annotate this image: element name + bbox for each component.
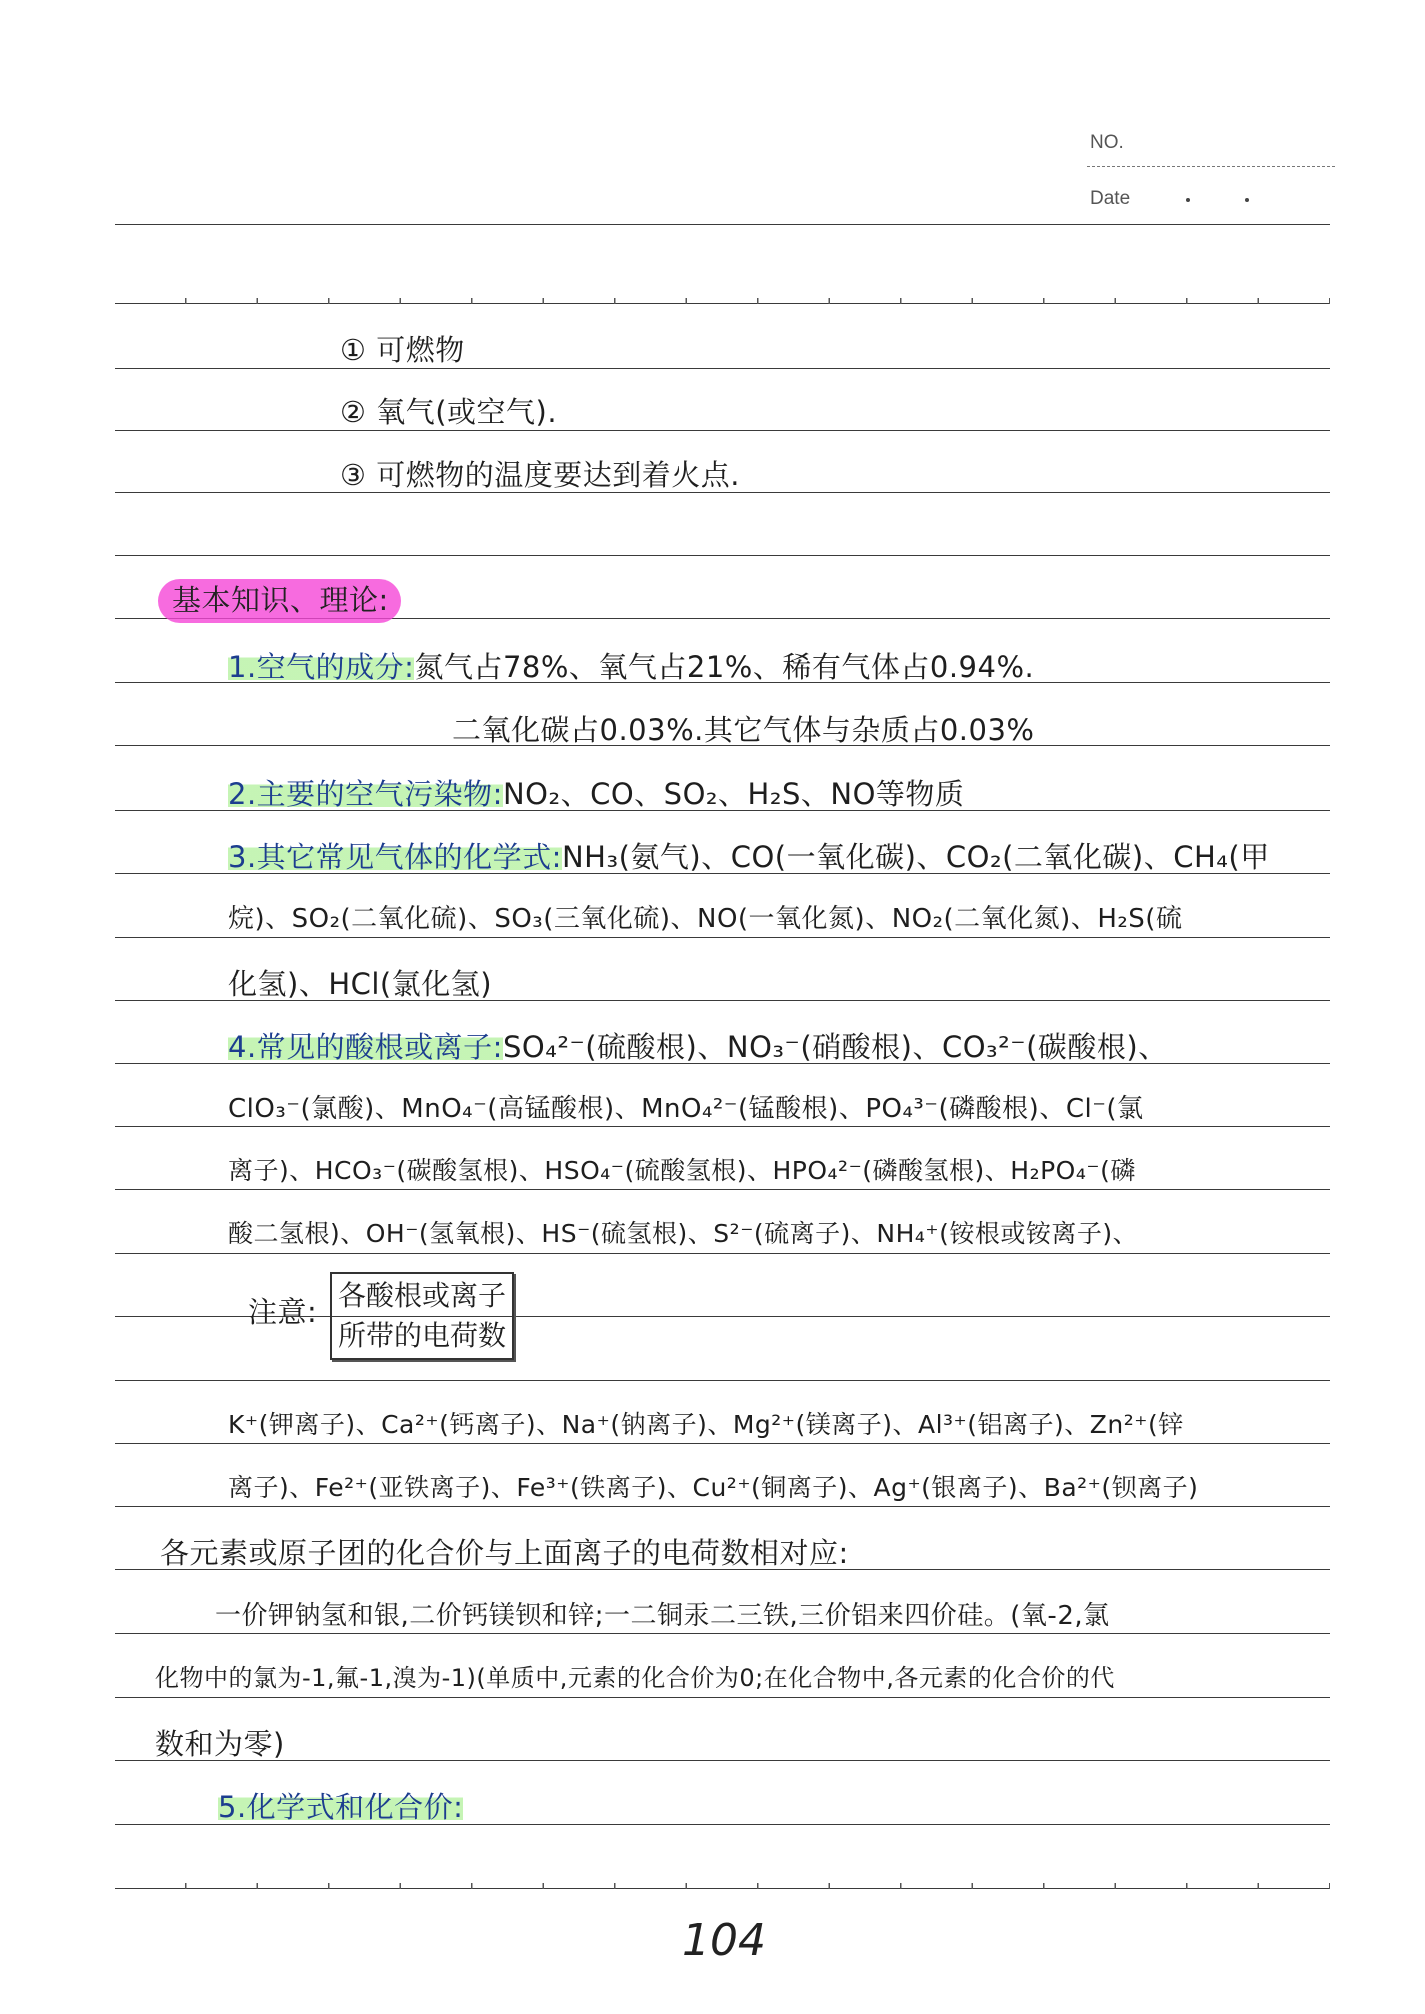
condition-3: ③ 可燃物的温度要达到着火点. (340, 458, 740, 492)
ions-line: K⁺(钾离子)、Ca²⁺(钙离子)、Na⁺(钠离子)、Mg²⁺(镁离子)、Al³⁺(铝离子)、Zn²⁺(锌 (228, 1410, 1184, 1439)
rule-line (115, 1380, 1330, 1381)
valence-intro: 各元素或原子团的化合价与上面离子的电荷数相对应: (160, 1536, 849, 1570)
rule-line (115, 224, 1330, 225)
note-box (330, 1272, 514, 1360)
item-4-label: 4.常见的酸根或离子: (228, 1030, 503, 1064)
rule-line (115, 430, 1330, 431)
rule-line (115, 1697, 1330, 1698)
rule-line (115, 1443, 1330, 1444)
rule-line (115, 1126, 1330, 1127)
item-3-label: 3.其它常见气体的化学式: (228, 840, 562, 874)
no-label: NO. (1090, 132, 1124, 153)
condition-2: ② 氧气(或空气). (340, 395, 558, 429)
item-4-continued: ClO₃⁻(氯酸)、MnO₄⁻(高锰酸根)、MnO₄²⁻(锰酸根)、PO₄³⁻(磷酸根)、Cl⁻(氯 (228, 1094, 1144, 1124)
date-dot (1245, 198, 1249, 202)
valence-line: 一价钾钠氢和银,二价钙镁钡和锌;一二铜汞二三铁,三价铝来四价硅。(氧-2,氯 (215, 1601, 1110, 1631)
date-label: Date (1090, 188, 1131, 209)
item-3-continued: 烷)、SO₂(二氧化硫)、SO₃(三氧化硫)、NO(一氧化氮)、NO₂(二氧化氮)、H₂S(硫 (228, 904, 1183, 934)
note-box-line: 各酸根或离子 (338, 1279, 507, 1312)
item-2 (228, 772, 964, 813)
valence-line: 数和为零) (155, 1727, 285, 1761)
rule-line (115, 1253, 1330, 1254)
rule-line (115, 1189, 1330, 1190)
item-2-label: 2.主要的空气污染物: (228, 777, 503, 811)
item-1-continued: 二氧化碳占0.03%.其它气体与杂质占0.03% (452, 713, 1035, 747)
item-5 (218, 1785, 463, 1826)
item-3-text: NH₃(氨气)、CO(一氧化碳)、CO₂(二氧化碳)、CH₄(甲 (561, 840, 1270, 874)
rule-line (115, 303, 1330, 304)
note-box-line: 所带的电荷数 (338, 1319, 507, 1352)
item-5-label: 5.化学式和化合价: (218, 1790, 464, 1824)
item-3 (228, 835, 1270, 876)
no-dashed-line (1087, 166, 1335, 167)
page-number: 104 (682, 1915, 766, 1966)
valence-line: 化物中的氯为-1,氟-1,溴为-1)(单质中,元素的化合价为0;在化合物中,各元素的化合价的代 (155, 1664, 1115, 1692)
item-3-continued: 化氢)、HCl(氯化氢) (228, 967, 493, 1001)
item-4-continued: 离子)、HCO₃⁻(碳酸氢根)、HSO₄⁻(硫酸氢根)、HPO₄²⁻(磷酸氢根)、H₂PO₄⁻(磷 (228, 1156, 1136, 1185)
item-1 (228, 645, 1034, 686)
item-1-text: 氮气占78%、氧气占21%、稀有气体占0.94%. (414, 650, 1035, 684)
rule-line (115, 1760, 1330, 1761)
note-label: 注意: (248, 1295, 318, 1329)
section-title (158, 578, 401, 619)
rule-line (115, 368, 1330, 369)
ions-line: 离子)、Fe²⁺(亚铁离子)、Fe³⁺(铁离子)、Cu²⁺(铜离子)、Ag⁺(银离子)、Ba²⁺(钡离子) (228, 1473, 1199, 1502)
item-4-continued: 酸二氢根)、OH⁻(氢氧根)、HS⁻(硫氢根)、S²⁻(硫离子)、NH₄⁺(铵根或铵离子)、 (228, 1219, 1139, 1248)
rule-line (115, 937, 1330, 938)
rule-line (115, 555, 1330, 556)
item-2-text: NO₂、CO、SO₂、H₂S、NO等物质 (502, 777, 965, 811)
item-4-text: SO₄²⁻(硫酸根)、NO₃⁻(硝酸根)、CO₃²⁻(碳酸根)、 (502, 1030, 1168, 1064)
rule-line (115, 1633, 1330, 1634)
rule-line (115, 1506, 1330, 1507)
item-4 (228, 1025, 1168, 1066)
condition-1: ① 可燃物 (340, 333, 465, 367)
section-title-highlight: 基本知识、理论: (158, 579, 401, 623)
item-1-label: 1.空气的成分: (228, 650, 415, 684)
date-dot (1186, 198, 1190, 202)
rule-line (115, 1888, 1330, 1889)
